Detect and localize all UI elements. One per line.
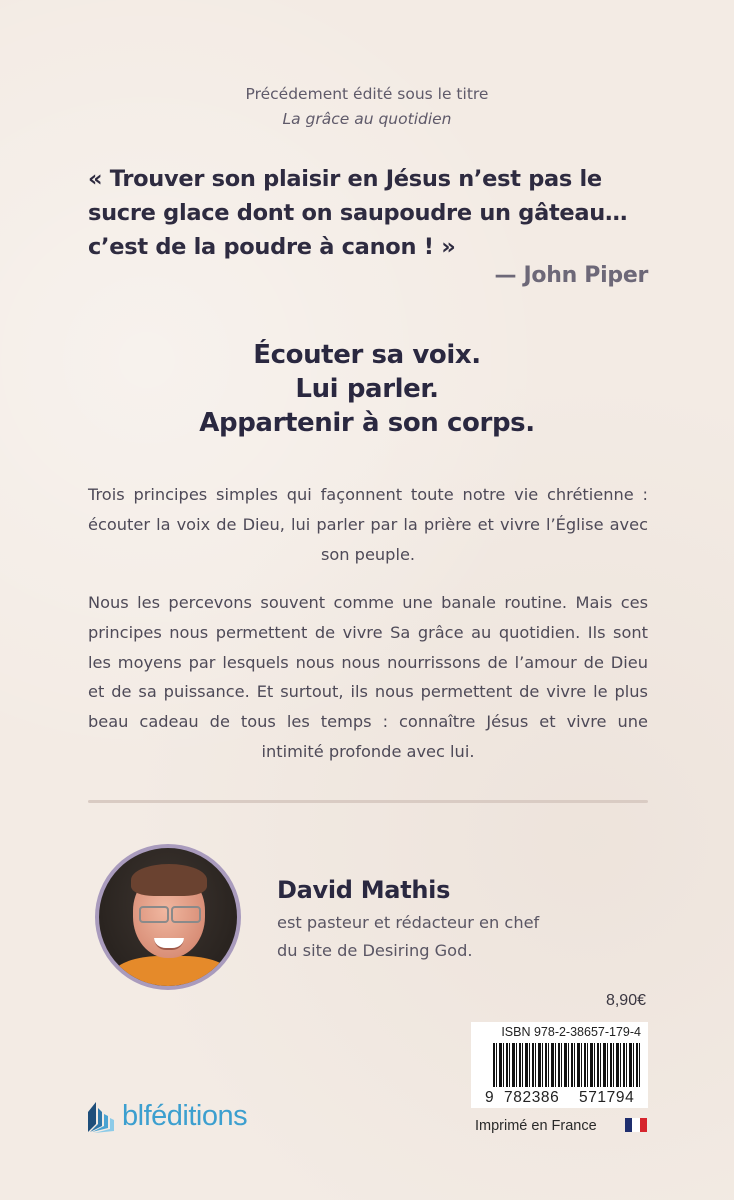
previous-edition-label: Précédement édité sous le titre — [245, 85, 489, 103]
publisher-logo — [86, 1098, 247, 1134]
barcode-digits — [483, 1089, 636, 1107]
quote-author: — John Piper — [494, 263, 648, 288]
body-paragraph-2: Nous les percevons souvent comme une banale routine. Mais ces principes nous permettent de vivre Sa grâce au quotidien. Ils sont les moyens par lesquels nous nous nourrissons de l’amour de Dieu et de sa puissance. Et surtout, ils nous permettent de vivre le plus beau cadeau de tous les temps : connaître Jésus et vivre une intimité profonde avec lui. — [88, 593, 648, 761]
barcode-box — [471, 1022, 648, 1108]
avatar-hair — [131, 864, 207, 896]
author-bio — [277, 909, 539, 965]
author-bio-line-2: du site de Desiring God. — [277, 941, 473, 960]
author-bio-line-1: est pasteur et rédacteur en chef — [277, 913, 540, 932]
section-divider — [88, 800, 648, 803]
headline-line-2: Lui parler. — [295, 374, 439, 404]
previous-edition-title: La grâce au quotidien — [282, 110, 452, 128]
barcode-digits-text: 9 782386 571794 — [485, 1089, 635, 1106]
avatar-glasses — [137, 906, 201, 920]
previous-edition-note — [0, 82, 734, 132]
author-avatar — [95, 844, 241, 990]
headline — [0, 338, 734, 440]
price: 8,90€ — [605, 992, 646, 1009]
quote-text: « Trouver son plaisir en Jésus n’est pas le sucre glace dont on saupoudre un gâteau… c’est de la poudre à canon ! » — [88, 166, 628, 260]
publisher-name: blféditions — [122, 1099, 248, 1132]
author-name: David Mathis — [277, 876, 451, 904]
french-flag-icon — [625, 1118, 647, 1132]
printed-in-label: Imprimé en France — [475, 1118, 597, 1134]
headline-line-1: Écouter sa voix. — [253, 340, 481, 370]
avatar-shirt — [109, 956, 235, 990]
barcode-icon — [493, 1043, 641, 1087]
book-icon — [86, 1098, 116, 1134]
isbn-label: ISBN 978-2-38657-179-4 — [501, 1025, 641, 1039]
headline-line-3: Appartenir à son corps. — [199, 408, 535, 438]
body-paragraph-1: Trois principes simples qui façonnent toute notre vie chrétienne : écouter la voix de Dieu, lui parler par la prière et vivre l’Église avec son peuple. — [88, 485, 648, 564]
